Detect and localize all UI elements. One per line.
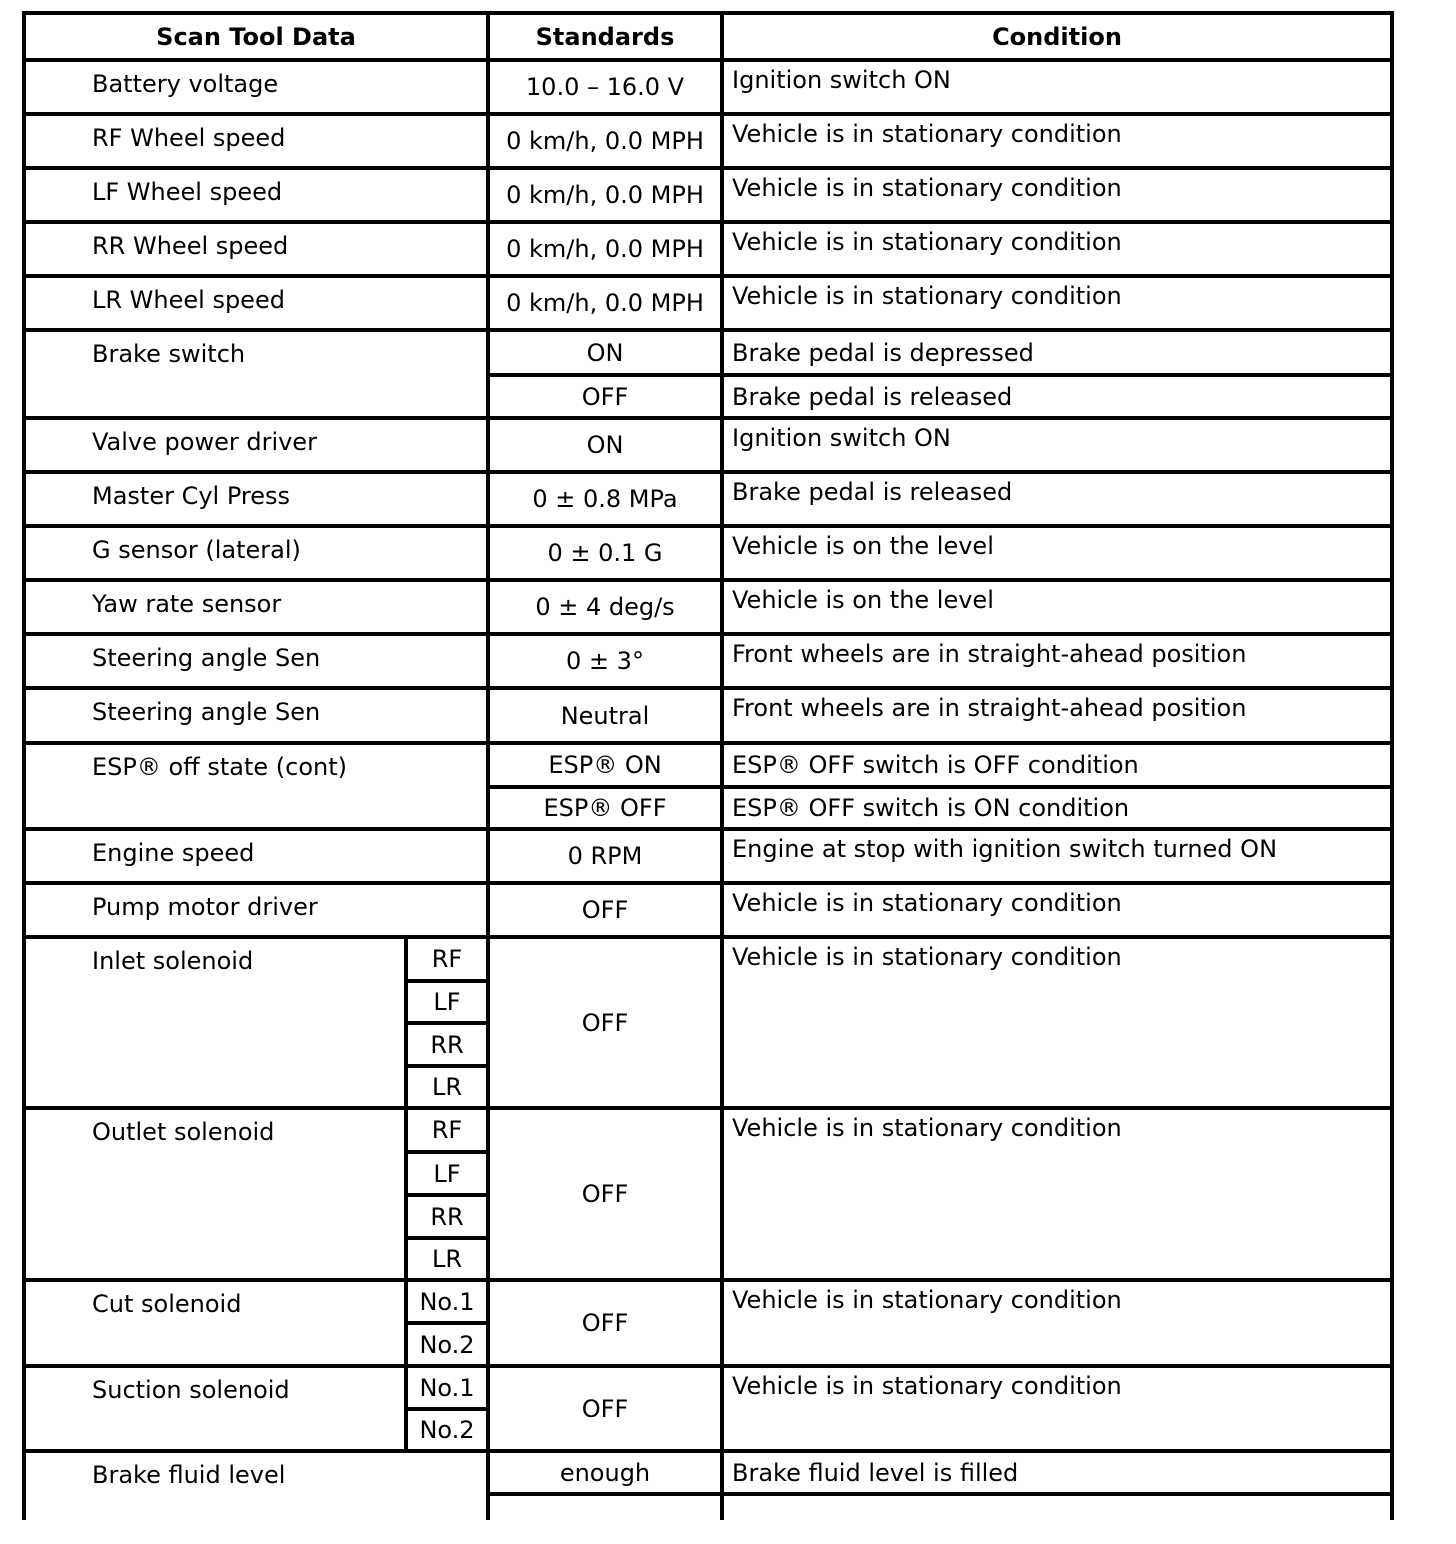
row-divider — [22, 328, 1394, 332]
header-standards: Standards — [535, 23, 675, 51]
standard-value: 0 ± 4 deg/s — [535, 593, 675, 621]
header-bottom-border — [22, 58, 1394, 62]
row-divider — [22, 686, 1394, 690]
row-divider — [22, 416, 1394, 420]
scan-item-name: Valve power driver — [92, 428, 317, 456]
scan-item-name: Steering angle Sen — [92, 644, 321, 672]
condition-text: Vehicle is in stationary condition — [732, 228, 1122, 256]
condition-text: ESP® OFF switch is OFF condition — [732, 751, 1139, 779]
scan-item-name: Brake fluid level — [92, 1461, 286, 1489]
scan-item-name: LR Wheel speed — [92, 286, 285, 314]
sub-row-divider — [486, 1492, 1394, 1496]
row-divider — [22, 112, 1394, 116]
sub-channel-label: RR — [430, 1031, 464, 1059]
scan-item-name: Inlet solenoid — [92, 947, 254, 975]
table-top-border — [22, 11, 1394, 15]
scan-item-name: ESP® off state (cont) — [92, 753, 347, 781]
condition-text: Vehicle is in stationary condition — [732, 943, 1122, 971]
condition-text: Ignition switch ON — [732, 424, 951, 452]
sub-channel-label: No.2 — [419, 1331, 475, 1359]
sub-channel-label: RF — [431, 945, 463, 973]
standard-value: 0 km/h, 0.0 MPH — [506, 289, 704, 317]
row-divider — [22, 827, 1394, 831]
row-divider — [22, 1449, 1394, 1453]
sub-row-divider — [404, 1321, 486, 1325]
row-divider — [22, 166, 1394, 170]
sub-channel-label: LF — [433, 988, 461, 1016]
sub-row-divider — [404, 1150, 486, 1154]
scan-item-name: Battery voltage — [92, 70, 279, 98]
condition-text: Vehicle is in stationary condition — [732, 1286, 1122, 1314]
standard-value: 0 km/h, 0.0 MPH — [506, 127, 704, 155]
standard-value: ESP® ON — [548, 751, 662, 779]
sub-channel-label: LR — [431, 1245, 463, 1273]
row-divider — [22, 578, 1394, 582]
condition-text: Vehicle is in stationary condition — [732, 120, 1122, 148]
scan-item-name: Yaw rate sensor — [92, 590, 282, 618]
standard-value: OFF — [581, 896, 629, 924]
condition-text: Vehicle is in stationary condition — [732, 282, 1122, 310]
sub-channel-label: LR — [431, 1073, 463, 1101]
condition-text: Ignition switch ON — [732, 66, 951, 94]
sub-row-divider — [486, 785, 1394, 789]
condition-text: Vehicle is on the level — [732, 532, 994, 560]
scan-item-name: RR Wheel speed — [92, 232, 289, 260]
row-divider — [22, 935, 1394, 939]
condition-text: Front wheels are in straight-ahead position — [732, 640, 1247, 668]
condition-text: Vehicle is in stationary condition — [732, 1114, 1122, 1142]
sub-channel-label: No.1 — [419, 1288, 475, 1316]
sub-row-divider — [404, 1021, 486, 1025]
row-divider — [22, 741, 1394, 745]
row-divider — [22, 1106, 1394, 1110]
row-divider — [22, 1278, 1394, 1282]
standard-value: OFF — [581, 1395, 629, 1423]
sub-channel-label: No.1 — [419, 1374, 475, 1402]
sub-channel-label: LF — [433, 1160, 461, 1188]
standard-value: ON — [586, 431, 624, 459]
condition-text: Engine at stop with ignition switch turned ON — [732, 835, 1278, 863]
sub-row-divider — [486, 373, 1394, 377]
standard-value: 10.0 – 16.0 V — [525, 73, 685, 101]
standard-value: OFF — [581, 1309, 629, 1337]
standard-value: ON — [586, 339, 624, 367]
standard-value: 0 ± 0.8 MPa — [532, 485, 678, 513]
condition-text: Vehicle is on the level — [732, 586, 994, 614]
row-divider — [22, 881, 1394, 885]
scan-item-name: Pump motor driver — [92, 893, 318, 921]
scan-item-name: RF Wheel speed — [92, 124, 286, 152]
condition-text: ESP® OFF switch is ON condition — [732, 794, 1130, 822]
scan-item-name: Outlet solenoid — [92, 1118, 275, 1146]
condition-text: Vehicle is in stationary condition — [732, 889, 1122, 917]
standard-value: Neutral — [560, 702, 650, 730]
standard-value: enough — [559, 1459, 651, 1487]
header-scan-tool-data: Scan Tool Data — [156, 23, 356, 51]
standard-value: OFF — [581, 1180, 629, 1208]
header-condition: Condition — [992, 23, 1122, 51]
row-divider — [22, 1364, 1394, 1368]
standard-value: 0 km/h, 0.0 MPH — [506, 181, 704, 209]
standard-value: 0 ± 3° — [566, 647, 644, 675]
row-divider — [22, 274, 1394, 278]
standard-value: 0 ± 0.1 G — [547, 539, 663, 567]
standard-value: 0 RPM — [567, 842, 643, 870]
sub-row-divider — [404, 1236, 486, 1240]
condition-text: Brake pedal is released — [732, 383, 1013, 411]
sub-channel-label: RR — [430, 1203, 464, 1231]
condition-text: Brake fluid level is filled — [732, 1459, 1019, 1487]
condition-text: Brake pedal is released — [732, 478, 1013, 506]
row-divider — [22, 220, 1394, 224]
condition-text: Vehicle is in stationary condition — [732, 1372, 1122, 1400]
scan-item-name: Engine speed — [92, 839, 255, 867]
scan-item-name: Steering angle Sen — [92, 698, 321, 726]
sub-row-divider — [404, 1407, 486, 1411]
scan-item-name: Cut solenoid — [92, 1290, 242, 1318]
sub-row-divider — [404, 979, 486, 983]
condition-text: Vehicle is in stationary condition — [732, 174, 1122, 202]
sub-row-divider — [404, 1064, 486, 1068]
row-divider — [22, 632, 1394, 636]
sub-channel-label: RF — [431, 1116, 463, 1144]
row-divider — [22, 524, 1394, 528]
scan-item-name: LF Wheel speed — [92, 178, 283, 206]
standard-value: ESP® OFF — [543, 794, 667, 822]
row-divider — [22, 470, 1394, 474]
condition-text: Front wheels are in straight-ahead position — [732, 694, 1247, 722]
condition-text: Brake pedal is depressed — [732, 339, 1034, 367]
standard-value: OFF — [581, 1009, 629, 1037]
scan-item-name: G sensor (lateral) — [92, 536, 301, 564]
standard-value: 0 km/h, 0.0 MPH — [506, 235, 704, 263]
standard-value: OFF — [581, 383, 629, 411]
scan-item-name: Brake switch — [92, 340, 246, 368]
sub-row-divider — [404, 1193, 486, 1197]
scan-item-name: Master Cyl Press — [92, 482, 291, 510]
sub-channel-label: No.2 — [419, 1416, 475, 1444]
scan-item-name: Suction solenoid — [92, 1376, 290, 1404]
